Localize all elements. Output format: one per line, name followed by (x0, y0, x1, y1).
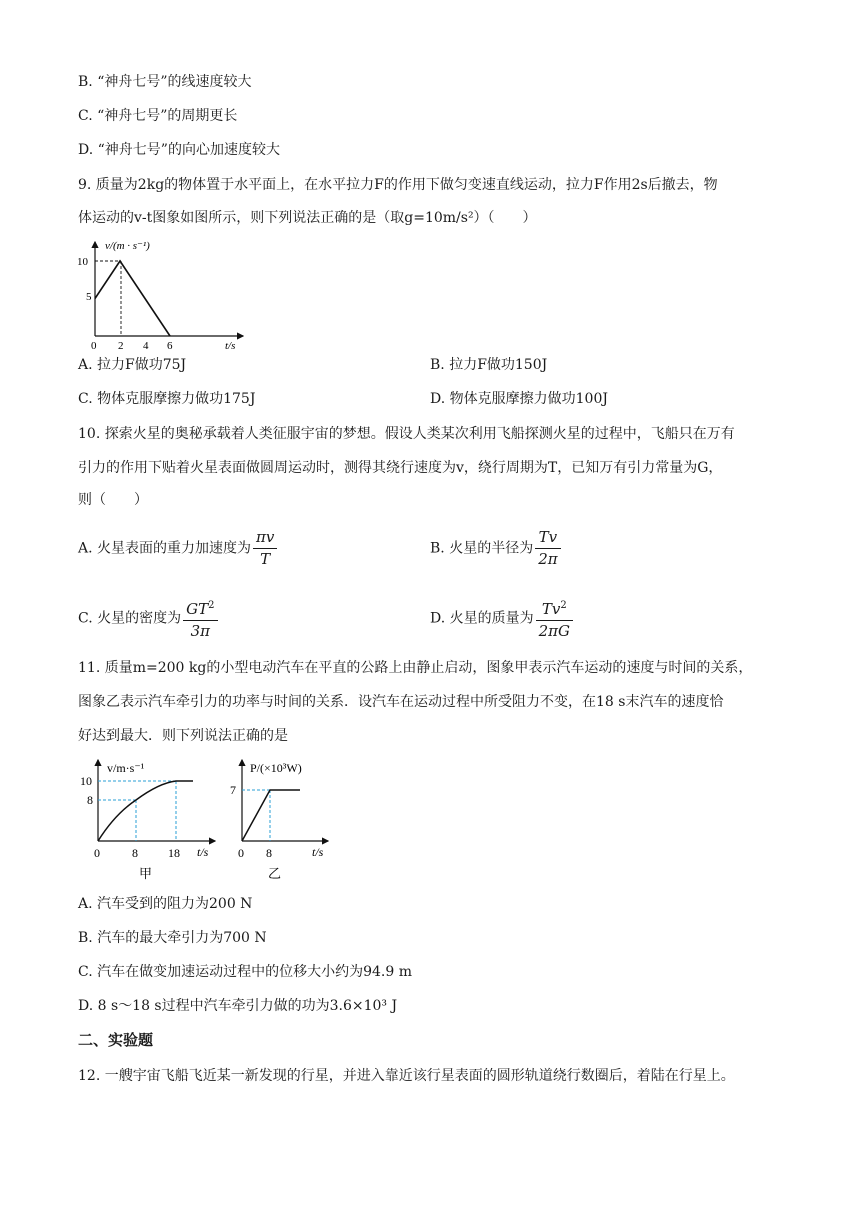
y-tick-10: 10 (77, 256, 88, 268)
q12-stem-line1: 12. 一艘宇宙飞船飞近某一新发现的行星，并进入靠近该行星表面的圆形轨道绕行数圈后，着陆在行星上。 (78, 1068, 735, 1084)
q10-option-c-fraction: $\frac{GT^2}{3\pi}$ (183, 596, 217, 641)
graph-caption: 乙 (268, 866, 282, 881)
q10-option-d-fraction: $\frac{Tv^2}{2\pi G}$ (536, 596, 573, 641)
q11-option-c: C. 汽车在做变加速运动过程中的位移大小约为94.9 m (78, 964, 413, 980)
q10-option-a (78, 528, 277, 569)
x-tick-4: 4 (143, 340, 149, 352)
q8-option-d: D. “神舟七号”的向心加速度较大 (78, 142, 280, 158)
y-axis-label: v/m·s⁻¹ (107, 761, 145, 775)
x-tick-0: 0 (238, 846, 244, 860)
q11-stem-line1: 11. 质量m=200 kg的小型电动汽车在平直的公路上由静止启动，图象甲表示汽车运动的速度与时间的关系， (78, 660, 753, 676)
power-line (242, 790, 300, 841)
q9-stem-line1: 9. 质量为2kg的物体置于水平面上，在水平拉力F的作用下做匀变速直线运动，拉力F作用2s后撤去，物 (78, 177, 718, 193)
q10-stem-line1: 10. 探索火星的奥秘承载着人类征服宇宙的梦想。假设人类某次利用飞船探测火星的过程中，飞船只在万有 (78, 426, 735, 442)
q9-vt-graph (77, 236, 255, 352)
velocity-line (95, 261, 170, 336)
q8-option-b: B. “神舟七号”的线速度较大 (78, 74, 252, 90)
q11-option-d: D. 8 s～18 s过程中汽车牵引力做的功为3.6×10³ J (78, 998, 398, 1014)
x-tick-0: 0 (91, 340, 97, 352)
y-tick-5: 5 (86, 291, 92, 303)
graph-caption: 甲 (139, 866, 153, 881)
q8-option-c: C. “神舟七号”的周期更长 (78, 108, 238, 124)
q9-option-d: D. 物体克服摩擦力做功100J (430, 391, 608, 407)
q10-option-b-fraction: $\frac{Tv}{2\pi}$ (535, 528, 560, 569)
x-axis-label: t/s (225, 340, 236, 352)
q10-option-d-text: D. 火星的质量为 (430, 610, 534, 627)
x-tick-0: 0 (94, 846, 100, 860)
q11-graph-jia (75, 756, 225, 884)
y-tick-10: 10 (80, 774, 92, 788)
q9-option-c: C. 物体克服摩擦力做功175J (78, 391, 256, 407)
q10-stem-line3: 则（ ） (78, 492, 148, 508)
q9-option-a: A. 拉力F做功75J (78, 357, 187, 373)
q10-option-b-text: B. 火星的半径为 (430, 540, 534, 557)
x-tick-8: 8 (266, 846, 272, 860)
q11-option-a: A. 汽车受到的阻力为200 N (78, 896, 253, 912)
y-tick-8: 8 (87, 793, 93, 807)
y-tick-7: 7 (230, 783, 236, 797)
q10-stem-line2: 引力的作用下贴着火星表面做圆周运动时，测得其绕行速度为v，绕行周期为T，已知万有引力常量为G， (78, 460, 723, 476)
q10-option-a-text: A. 火星表面的重力加速度为 (78, 540, 252, 557)
q11-stem-line2: 图象乙表示汽车牵引力的功率与时间的关系．设汽车在运动过程中所受阻力不变，在18 s末汽车的速度恰 (78, 694, 724, 710)
q10-option-c (78, 596, 218, 641)
x-axis-label: t/s (312, 845, 324, 859)
q11-graph-yi (228, 756, 338, 884)
y-axis-label: v/(m · s⁻¹) (105, 240, 150, 252)
q10-option-a-fraction: $\frac{\pi v}{T}$ (253, 528, 277, 569)
x-tick-18: 18 (168, 846, 180, 860)
q11-stem-line3: 好达到最大．则下列说法正确的是 (78, 728, 288, 744)
q10-option-c-text: C. 火星的密度为 (78, 610, 182, 627)
x-tick-2: 2 (118, 340, 124, 352)
q9-option-b: B. 拉力F做功150J (430, 357, 548, 373)
q11-option-b: B. 汽车的最大牵引力为700 N (78, 930, 267, 946)
x-axis-label: t/s (197, 845, 209, 859)
x-tick-6: 6 (167, 340, 173, 352)
q9-stem-line2: 体运动的v-t图象如图所示，则下列说法正确的是（取g=10m/s²）（ ） (78, 210, 537, 226)
section-heading: 二、实验题 (78, 1031, 154, 1049)
x-tick-8: 8 (132, 846, 138, 860)
y-axis-label: P/(×10³W) (250, 761, 302, 775)
velocity-curve (98, 781, 193, 841)
q10-option-d (430, 596, 573, 641)
q10-option-b (430, 528, 561, 569)
